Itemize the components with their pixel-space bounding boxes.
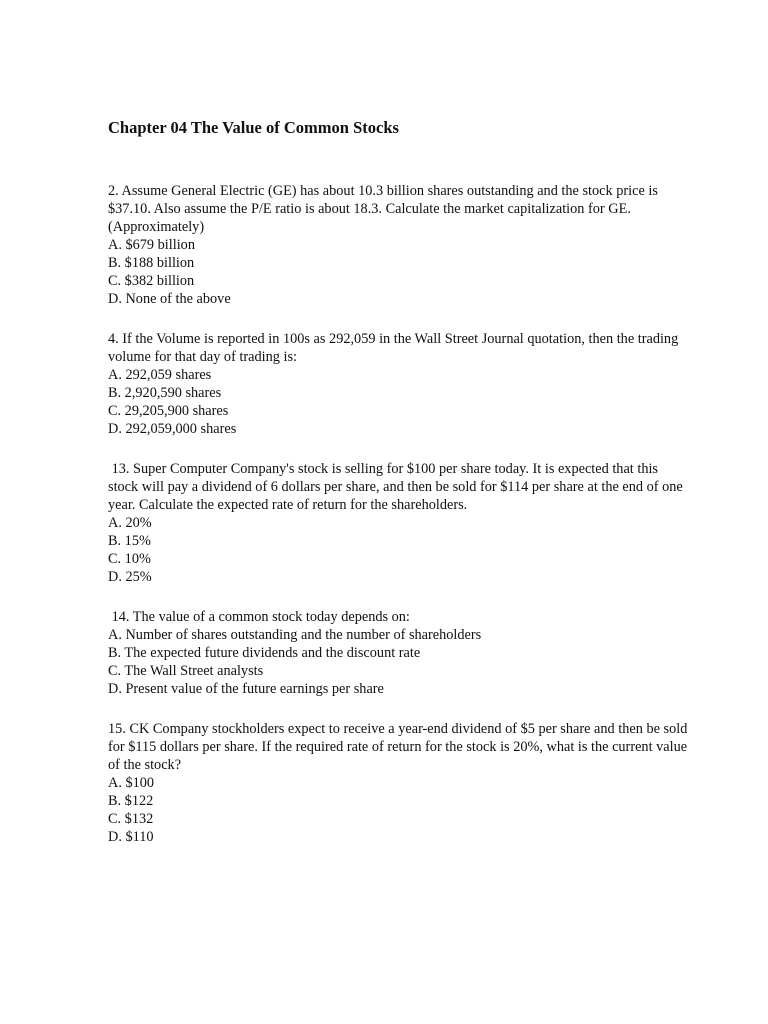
question-2 (108, 182, 688, 308)
option-d: D. 25% (108, 569, 152, 585)
option-b: B. 15% (108, 533, 151, 549)
option-b: B. The expected future dividends and the discount rate (108, 645, 421, 661)
option-a: A. $100 (108, 775, 155, 791)
option-c: C. $382 billion (108, 273, 195, 289)
option-c: C. $132 (108, 811, 154, 827)
option-d: D. 292,059,000 shares (108, 421, 237, 437)
question-15 (108, 720, 691, 846)
question-4 (108, 330, 688, 438)
question-13 (108, 460, 688, 586)
option-c: C. 29,205,900 shares (108, 403, 229, 419)
option-c: C. 10% (108, 551, 151, 567)
question-text: 14. The value of a common stock today depends on: (108, 609, 410, 625)
question-text: 2. Assume General Electric (GE) has about 10.3 billion shares outstanding and the stock price is $37.10. Also assume the P/E ratio is about 18.3. Calculate the market capitalization for GE. (Approximately) (108, 183, 662, 235)
option-a: A. 292,059 shares (108, 367, 212, 383)
question-text: 13. Super Computer Company's stock is selling for $100 per share today. It is expected that this stock will pay a dividend of 6 dollars per share, and then be sold for $114 per share at the end of one year. Calculate the expected rate of return for the shareholders. (108, 461, 687, 513)
option-b: B. $122 (108, 793, 154, 809)
option-d: D. Present value of the future earnings per share (108, 681, 384, 697)
question-14 (108, 608, 688, 698)
option-b: B. $188 billion (108, 255, 195, 271)
option-b: B. 2,920,590 shares (108, 385, 222, 401)
option-a: A. $679 billion (108, 237, 195, 253)
question-text: 15. CK Company stockholders expect to receive a year-end dividend of $5 per share and then be sold for $115 dollars per share. If the required rate of return for the stock is 20%, what is the current value of the stock? (108, 721, 691, 773)
option-d: D. None of the above (108, 291, 231, 307)
option-a: A. Number of shares outstanding and the number of shareholders (108, 627, 482, 643)
option-d: D. $110 (108, 829, 154, 845)
question-text: 4. If the Volume is reported in 100s as 292,059 in the Wall Street Journal quotation, then the trading volume for that day of trading is: (108, 331, 682, 365)
option-a: A. 20% (108, 515, 152, 531)
page-title: Chapter 04 The Value of Common Stocks (108, 118, 399, 137)
document-page (108, 118, 691, 868)
option-c: C. The Wall Street analysts (108, 663, 264, 679)
